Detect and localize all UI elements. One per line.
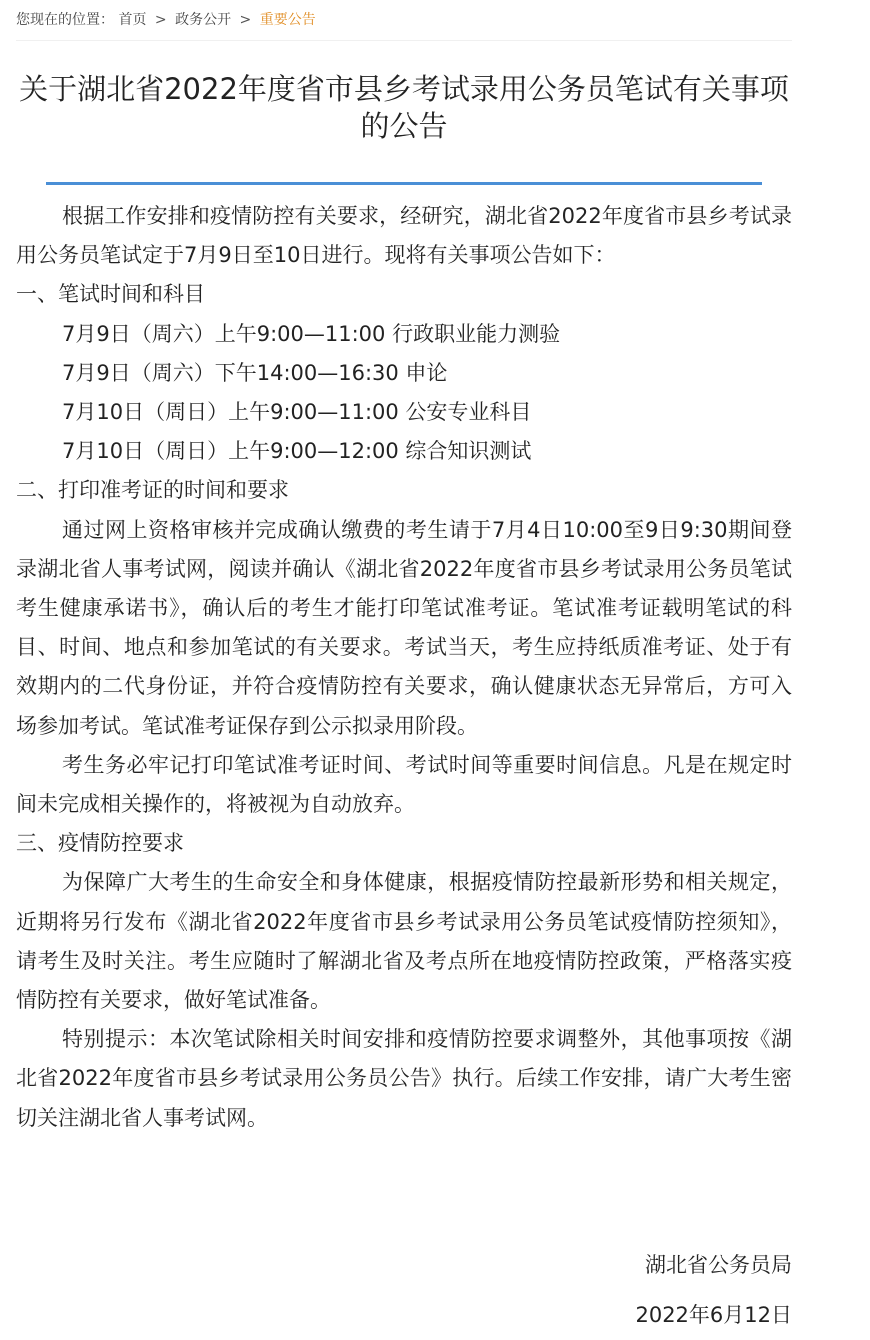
section1-heading: 一、笔试时间和科目: [16, 282, 205, 307]
signature-date: 2022年6月12日: [635, 1303, 792, 1327]
signature-block: [635, 1240, 792, 1340]
intro-paragraph: 根据工作安排和疫情防控有关要求，经研究，湖北省2022年度省市县乡考试录用公务员笔试定于7月9日至10日进行。现将有关事项公告如下：: [16, 204, 792, 268]
breadcrumb-separator: >: [239, 12, 252, 28]
breadcrumb-current-link[interactable]: 重要公告: [259, 12, 316, 28]
breadcrumb-prefix: 您现在的位置：: [16, 12, 114, 28]
schedule-item: 7月9日（周六）下午14:00—16:30 申论: [62, 360, 448, 385]
section2-paragraph: 考生务必牢记打印笔试准考证时间、考试时间等重要时间信息。凡是在规定时间未完成相关操作的，将被视为自动放弃。: [16, 752, 792, 817]
article-page: [16, 0, 792, 1138]
breadcrumb-home-link[interactable]: 首页: [118, 12, 147, 28]
section2-heading: 二、打印准考证的时间和要求: [16, 478, 289, 503]
section3-heading: 三、疫情防控要求: [16, 831, 184, 856]
schedule-item: 7月10日（周日）上午9:00—11:00 公安专业科目: [62, 400, 532, 425]
title-divider: [46, 182, 762, 185]
article-title: 关于湖北省2022年度省市县乡考试录用公务员笔试有关事项的公告: [19, 72, 789, 143]
signature-org: 湖北省公务员局: [645, 1253, 792, 1277]
section3-paragraph: 为保障广大考生的生命安全和身体健康，根据疫情防控最新形势和相关规定，近期将另行发布《湖北省2022年度省市县乡考试录用公务员笔试疫情防控须知》，请考生及时关注。考生应随时了解湖北省及考点所在地疫情防控政策，严格落实疫情防控有关要求，做好笔试准备。: [16, 870, 792, 1013]
schedule-item: 7月9日（周六）上午9:00—11:00 行政职业能力测验: [62, 321, 561, 346]
section2-paragraph: 通过网上资格审核并完成确认缴费的考生请于7月4日10:00至9日9:30期间登录湖北省人事考试网，阅读并确认《湖北省2022年度省市县乡考试录用公务员笔试考生健康承诺书》，确认后的考生才能打印笔试准考证。笔试准考证载明笔试的科目、时间、地点和参加笔试的有关要求。考试当天，考生应持纸质准考证、处于有效期内的二代身份证，并符合疫情防控有关要求，确认健康状态无异常后，方可入场参加考试。笔试准考证保存到公示拟录用阶段。: [16, 517, 792, 738]
breadcrumb: [16, 0, 792, 41]
schedule-item: 7月10日（周日）上午9:00—12:00 综合知识测试: [62, 439, 532, 464]
article-body: [16, 197, 792, 1138]
breadcrumb-separator: >: [154, 12, 167, 28]
breadcrumb-gov-affairs-link[interactable]: 政务公开: [175, 12, 232, 28]
special-notice-paragraph: 特别提示：本次笔试除相关时间安排和疫情防控要求调整外，其他事项按《湖北省2022年度省市县乡考试录用公务员公告》执行。后续工作安排，请广大考生密切关注湖北省人事考试网。: [16, 1027, 792, 1130]
